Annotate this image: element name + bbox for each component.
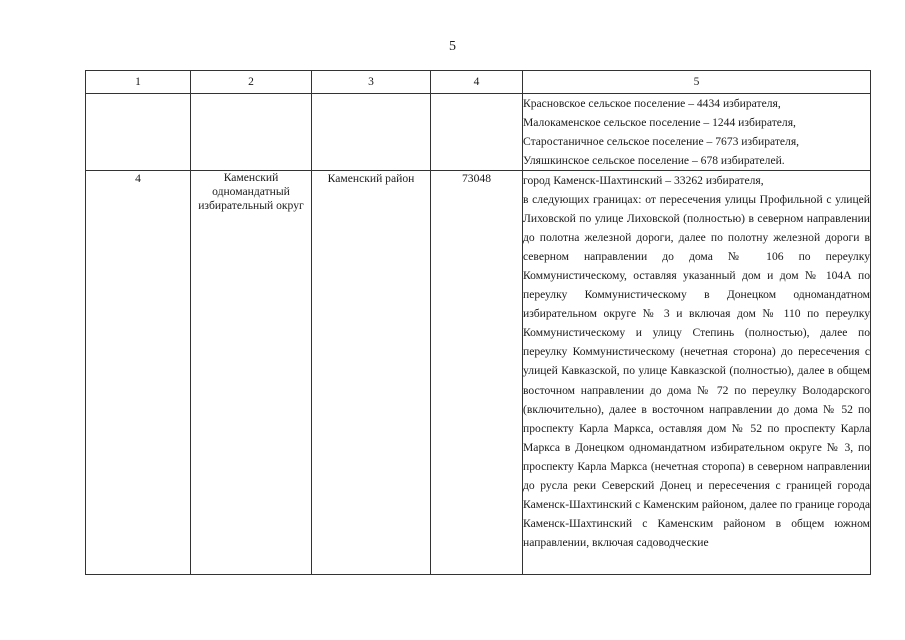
column-header: 2 — [191, 71, 312, 94]
column-header: 4 — [431, 71, 523, 94]
settlement-line: Малокаменское сельское поселение – 1244 избирателя, — [523, 116, 796, 129]
description-first-line: город Каменск-Шахтинский – 33262 избирателя, — [523, 174, 764, 187]
table-row-continuation — [86, 94, 871, 171]
boundary-description — [523, 171, 871, 575]
table-row-district-4 — [86, 171, 871, 575]
district-area: Каменский район — [312, 171, 431, 575]
table-cell — [431, 94, 523, 171]
voters-count: 73048 — [431, 171, 523, 575]
table-cell — [312, 94, 431, 171]
description-body: в следующих границах: от пересечения улицы Профильной с улицей Лиховской по улице Лиховской (полностью) в северном направлении до полотна железной дороги, далее по полотну железной дороги в северном направлении до дома № 106 по переулку Коммунистическому, оставляя указанный дом и дом № 104А по переулку Коммунистическому в Донецком одномандатном избирательном округе № 3 и включая дом № 110 по переулку Коммунистическому и улицу Степинь (полностью), далее по переулку Коммунистическому (нечетная сторона) до пересечения с улицей Кавказской, по улице Кавказской (полностью), далее в общем восточном направлении до дома № 72 по переулку Володарского (включительно), далее в восточном направлении до дома № 52 по проспекту Карла Маркса, оставляя дом № 52 по проспекту Карла Маркса в Донецком одномандатном избирательном округе № 3, по проспекту Карла Маркса (нечетная сторопа) в северном направлении до русла реки Северский Донец и пересечения с границей города Каменск-Шахтинский с Каменским районом, далее по границе города Каменск-Шахтинский с Каменским районом в общем южном направлении, включая садоводческие — [523, 193, 870, 549]
table-header-row — [86, 71, 871, 94]
column-header: 1 — [86, 71, 191, 94]
settlement-line: Красновское сельское поселение – 4434 избирателя, — [523, 97, 781, 110]
table-cell — [191, 94, 312, 171]
settlement-line: Уляшкинское сельское поселение – 678 избирателей. — [523, 154, 785, 167]
districts-table — [85, 70, 871, 575]
row-number: 4 — [86, 171, 191, 575]
column-header: 5 — [523, 71, 871, 94]
table-cell — [86, 94, 191, 171]
settlements-cell — [523, 94, 871, 171]
page-number: 5 — [449, 39, 456, 54]
column-header: 3 — [312, 71, 431, 94]
district-name: Каменский одномандатный избирательный округ — [191, 171, 312, 575]
settlement-line: Старостаничное сельское поселение – 7673 избирателя, — [523, 135, 800, 148]
